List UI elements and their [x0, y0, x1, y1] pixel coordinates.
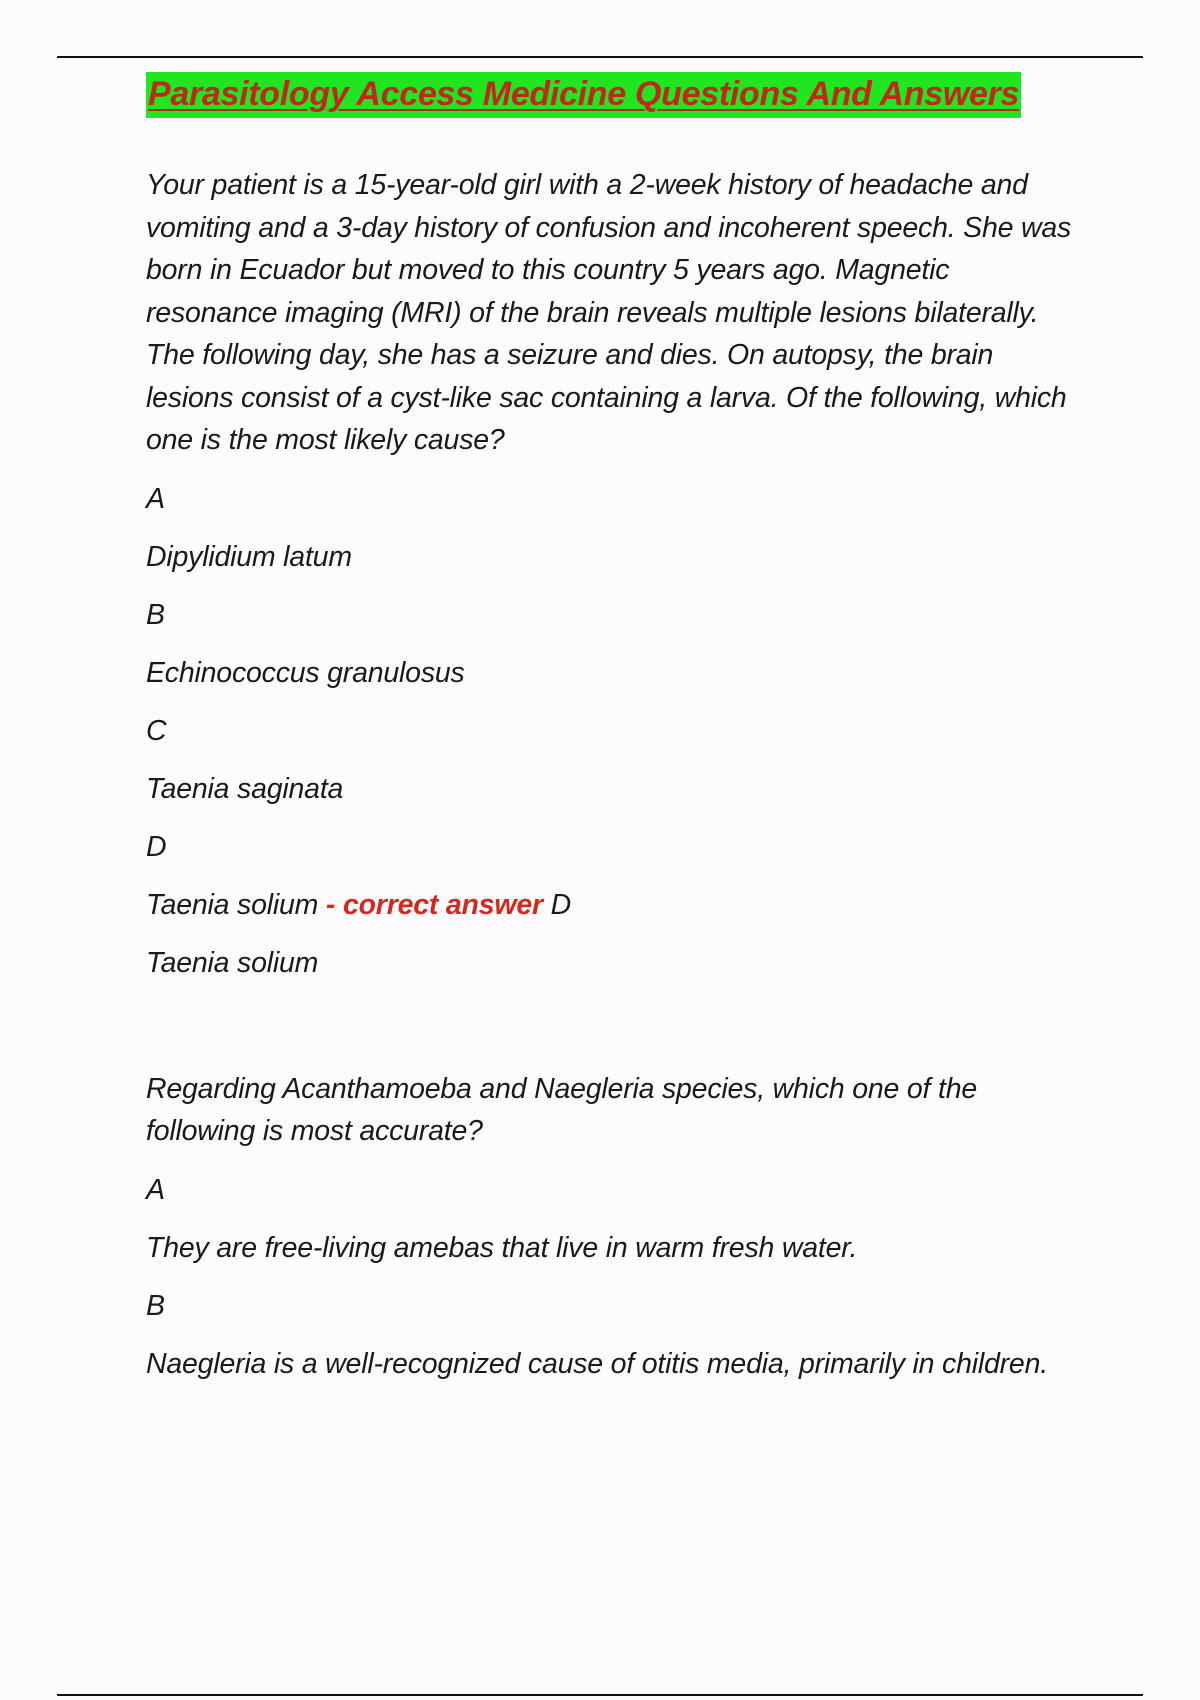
- option-b-letter: B: [146, 598, 165, 631]
- option-b-text: Echinococcus granulosus: [146, 656, 465, 689]
- option-b-text: Naegleria is a well-recognized cause of otitis media, primarily in children.: [146, 1347, 1048, 1380]
- option-b-letter: B: [146, 1289, 165, 1322]
- option-a-letter: A: [146, 482, 165, 515]
- option-c-text: Taenia saginata: [146, 772, 344, 805]
- answer-label: correct answer: [342, 888, 543, 921]
- question-1: [146, 164, 1086, 984]
- question-1-text: Your patient is a 15-year-old girl with a 2-week history of headache and vomiting and a 3-day history of confusion and incoherent speech. She was born in Ecuador but moved to this country 5 years ago. Magnetic resonance imaging (MRI) of the brain reveals multiple lesions bilaterally. The following day, she has a seizure and dies. On autopsy, the brain lesions consist of a cyst-like sac containing a larva. Of the following, which one is the most likely cause?: [146, 169, 1072, 456]
- answer-separator: -: [325, 888, 336, 921]
- option-c-letter: C: [146, 714, 167, 747]
- question-2-text: Regarding Acanthamoeba and Naegleria species, which one of the following is most accurate?: [146, 1072, 978, 1147]
- option-d-text: Taenia solium: [146, 888, 319, 921]
- answer-letter: D: [550, 888, 572, 921]
- option-a-text: They are free-living amebas that live in warm fresh water.: [146, 1231, 858, 1264]
- option-a-text: Dipylidium latum: [146, 540, 352, 573]
- document-body: [146, 72, 1086, 1385]
- header-rule: [57, 56, 1143, 58]
- answer-explanation: Taenia solium: [146, 946, 319, 979]
- question-2: [146, 1068, 1086, 1386]
- option-a-letter: A: [146, 1173, 165, 1206]
- footer-rule: [57, 1694, 1143, 1696]
- document-title: Parasitology Access Medicine Questions And Answers: [146, 72, 1021, 118]
- answer-line: [146, 884, 1086, 926]
- option-d-letter: D: [146, 830, 167, 863]
